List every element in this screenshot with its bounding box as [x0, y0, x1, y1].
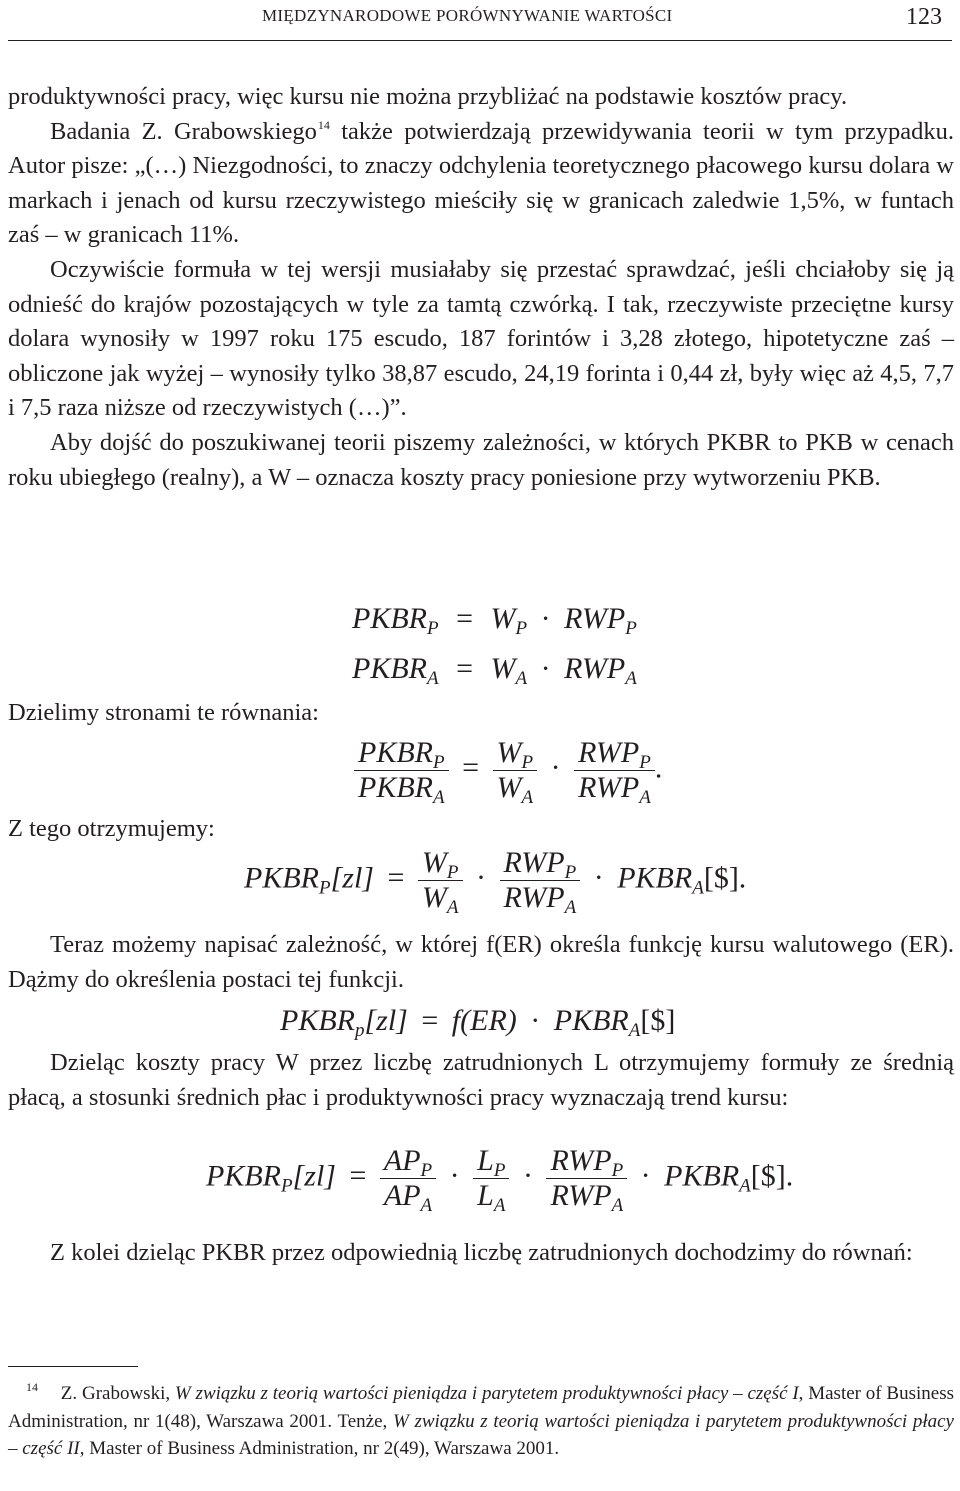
paragraph-text: Badania Z. Grabowskiego	[50, 117, 317, 145]
equation-labour-productivity: $PKBR_P[zl]$ = $\frac{AP_P}{AP_A}$ · $\frac{L_P}{L_A}$ · $\frac{RWP_P}{RWP_A}$ · $PKBR_A[\$]$.	[206, 1144, 794, 1216]
paragraph-divide: Dzielimy stronami te równania:	[8, 699, 319, 726]
equation-pkbr-p: $PKBR_P = W_P \cdot RWP_P$	[352, 602, 637, 639]
paragraph-average-wage: Dzieląc koszty pracy W przez liczbę zatrudnionych L otrzymujemy formuły ze średnią płacą, a stosunki średnich płac i produktywności pracy wyznaczają trend kursu:	[8, 1049, 954, 1111]
paragraph-text: także potwierdzają przewidywania teorii w tym przypadku. Autor pisze: „(…) Niezgodności, to znaczy odchylenia teoretycznego płacowego kursu dolara w markach i jenach od kursu rzeczywistego mieściły się w granicach zaledwie 1,5%, w funtach zaś – w granicach 11%.	[8, 117, 955, 249]
body-text-block-3	[8, 812, 954, 847]
fraction: $\frac{AP_P}{AP_A}$	[380, 1144, 436, 1213]
footnote-rule	[8, 1366, 138, 1367]
equation-pkbr-a: $PKBR_A = W_A \cdot RWP_A$	[352, 652, 637, 689]
fraction: $\frac{RWP_P}{RWP_A}$	[574, 736, 655, 805]
cited-title: W związku z teorią wartości pieniądza i parytetem produktywności płacy – część I	[174, 1383, 799, 1404]
paragraph-result: Z tego otrzymujemy:	[8, 815, 215, 842]
body-text-block-2	[8, 696, 954, 731]
body-text-block-6	[8, 1236, 954, 1271]
page-header	[0, 0, 960, 42]
equation-function-er: $PKBR_p[zl] = f(ER)$ · $PKBR_A[\$]$	[280, 1004, 676, 1041]
body-text-block-5	[8, 1046, 954, 1115]
fraction: $\frac{W_P}{W_A}$	[493, 736, 538, 805]
footnote-reference[interactable]: 14	[317, 117, 330, 132]
paragraph-theory: Aby dojść do poszukiwanej teorii piszemy zależności, w których PKBR to PKB w cenach roku ubiegłego (realny), a W – oznacza koszty pracy poniesione przy wytworzeniu PKB.	[8, 428, 954, 491]
fraction: $\frac{L_P}{L_A}$	[473, 1144, 509, 1213]
equation-pkbr-zl: $PKBR_P[zl]$ = $\frac{W_P}{W_A}$ · $\frac{RWP_P}{RWP_A}$ · $PKBR_A[\$]$.	[244, 846, 747, 918]
fraction: $\frac{RWP_P}{RWP_A}$	[546, 1144, 627, 1213]
fraction: $\frac{PKBR_P}{PKBR_A}$	[354, 736, 449, 805]
paragraph-grabowski	[8, 115, 954, 253]
fraction: $\frac{RWP_P}{RWP_A}$	[500, 846, 581, 915]
running-head: MIĘDZYNARODOWE PORÓWNYWANIE WARTOŚCI	[262, 6, 673, 25]
page-number: 123	[906, 4, 942, 30]
paragraph-continued: produktywności pracy, więc kursu nie można przybliżać na podstawie kosztów pracy.	[8, 83, 848, 110]
paragraph-function: Teraz możemy napisać zależność, w której f(ER) określa funkcję kursu walutowego (ER). Dążmy do określenia postaci tej funkcji.	[8, 931, 954, 993]
body-text-block-1	[8, 80, 954, 495]
equation-ratios: $\frac{PKBR_P}{PKBR_A}$ = $\frac{W_P}{W_A}$ · $\frac{RWP_P}{RWP_A}$ .	[354, 736, 662, 805]
fraction: $\frac{W_P}{W_A}$	[418, 846, 463, 915]
cited-title: W związku z teorią wartości pieniądza i parytetem produktywności płacy – część II	[8, 1410, 954, 1459]
header-rule	[8, 40, 952, 41]
footnote: 14 Z. Grabowski, W związku z teorią wartości pieniądza i parytetem produktywności płacy – część I, Master of Business Administration, nr 1(48), Warszawa 2001. Tenże, W związku z teorią wartości pieniądza i parytetem produktywności płacy – część II, Master of Business Administration, nr 2(49), Warszawa 2001.	[8, 1380, 955, 1459]
body-text-block-4	[8, 928, 954, 997]
paragraph-equations-lead: Z kolei dzieląc PKBR przez odpowiednią liczbę zatrudnionych dochodzimy do równań:	[50, 1239, 913, 1266]
paragraph-formula-critique: Oczywiście formuła w tej wersji musiałaby się przestać sprawdzać, jeśli chciałoby się ją odnieść do krajów pozostających w tyle za tamtą czwórką. I tak, rzeczywiste przeciętne kursy dolara wynosiły w 1997 roku 175 escudo, 187 forintów i 3,28 złotego, hipotetyczne zaś – obliczone jak wyżej – wynosiły tylko 38,87 escudo, 24,19 forinta i 0,44 zł, były więc aż 4,5, 7,7 i 7,5 raza niższe od rzeczywistych (…)”.	[8, 255, 954, 422]
